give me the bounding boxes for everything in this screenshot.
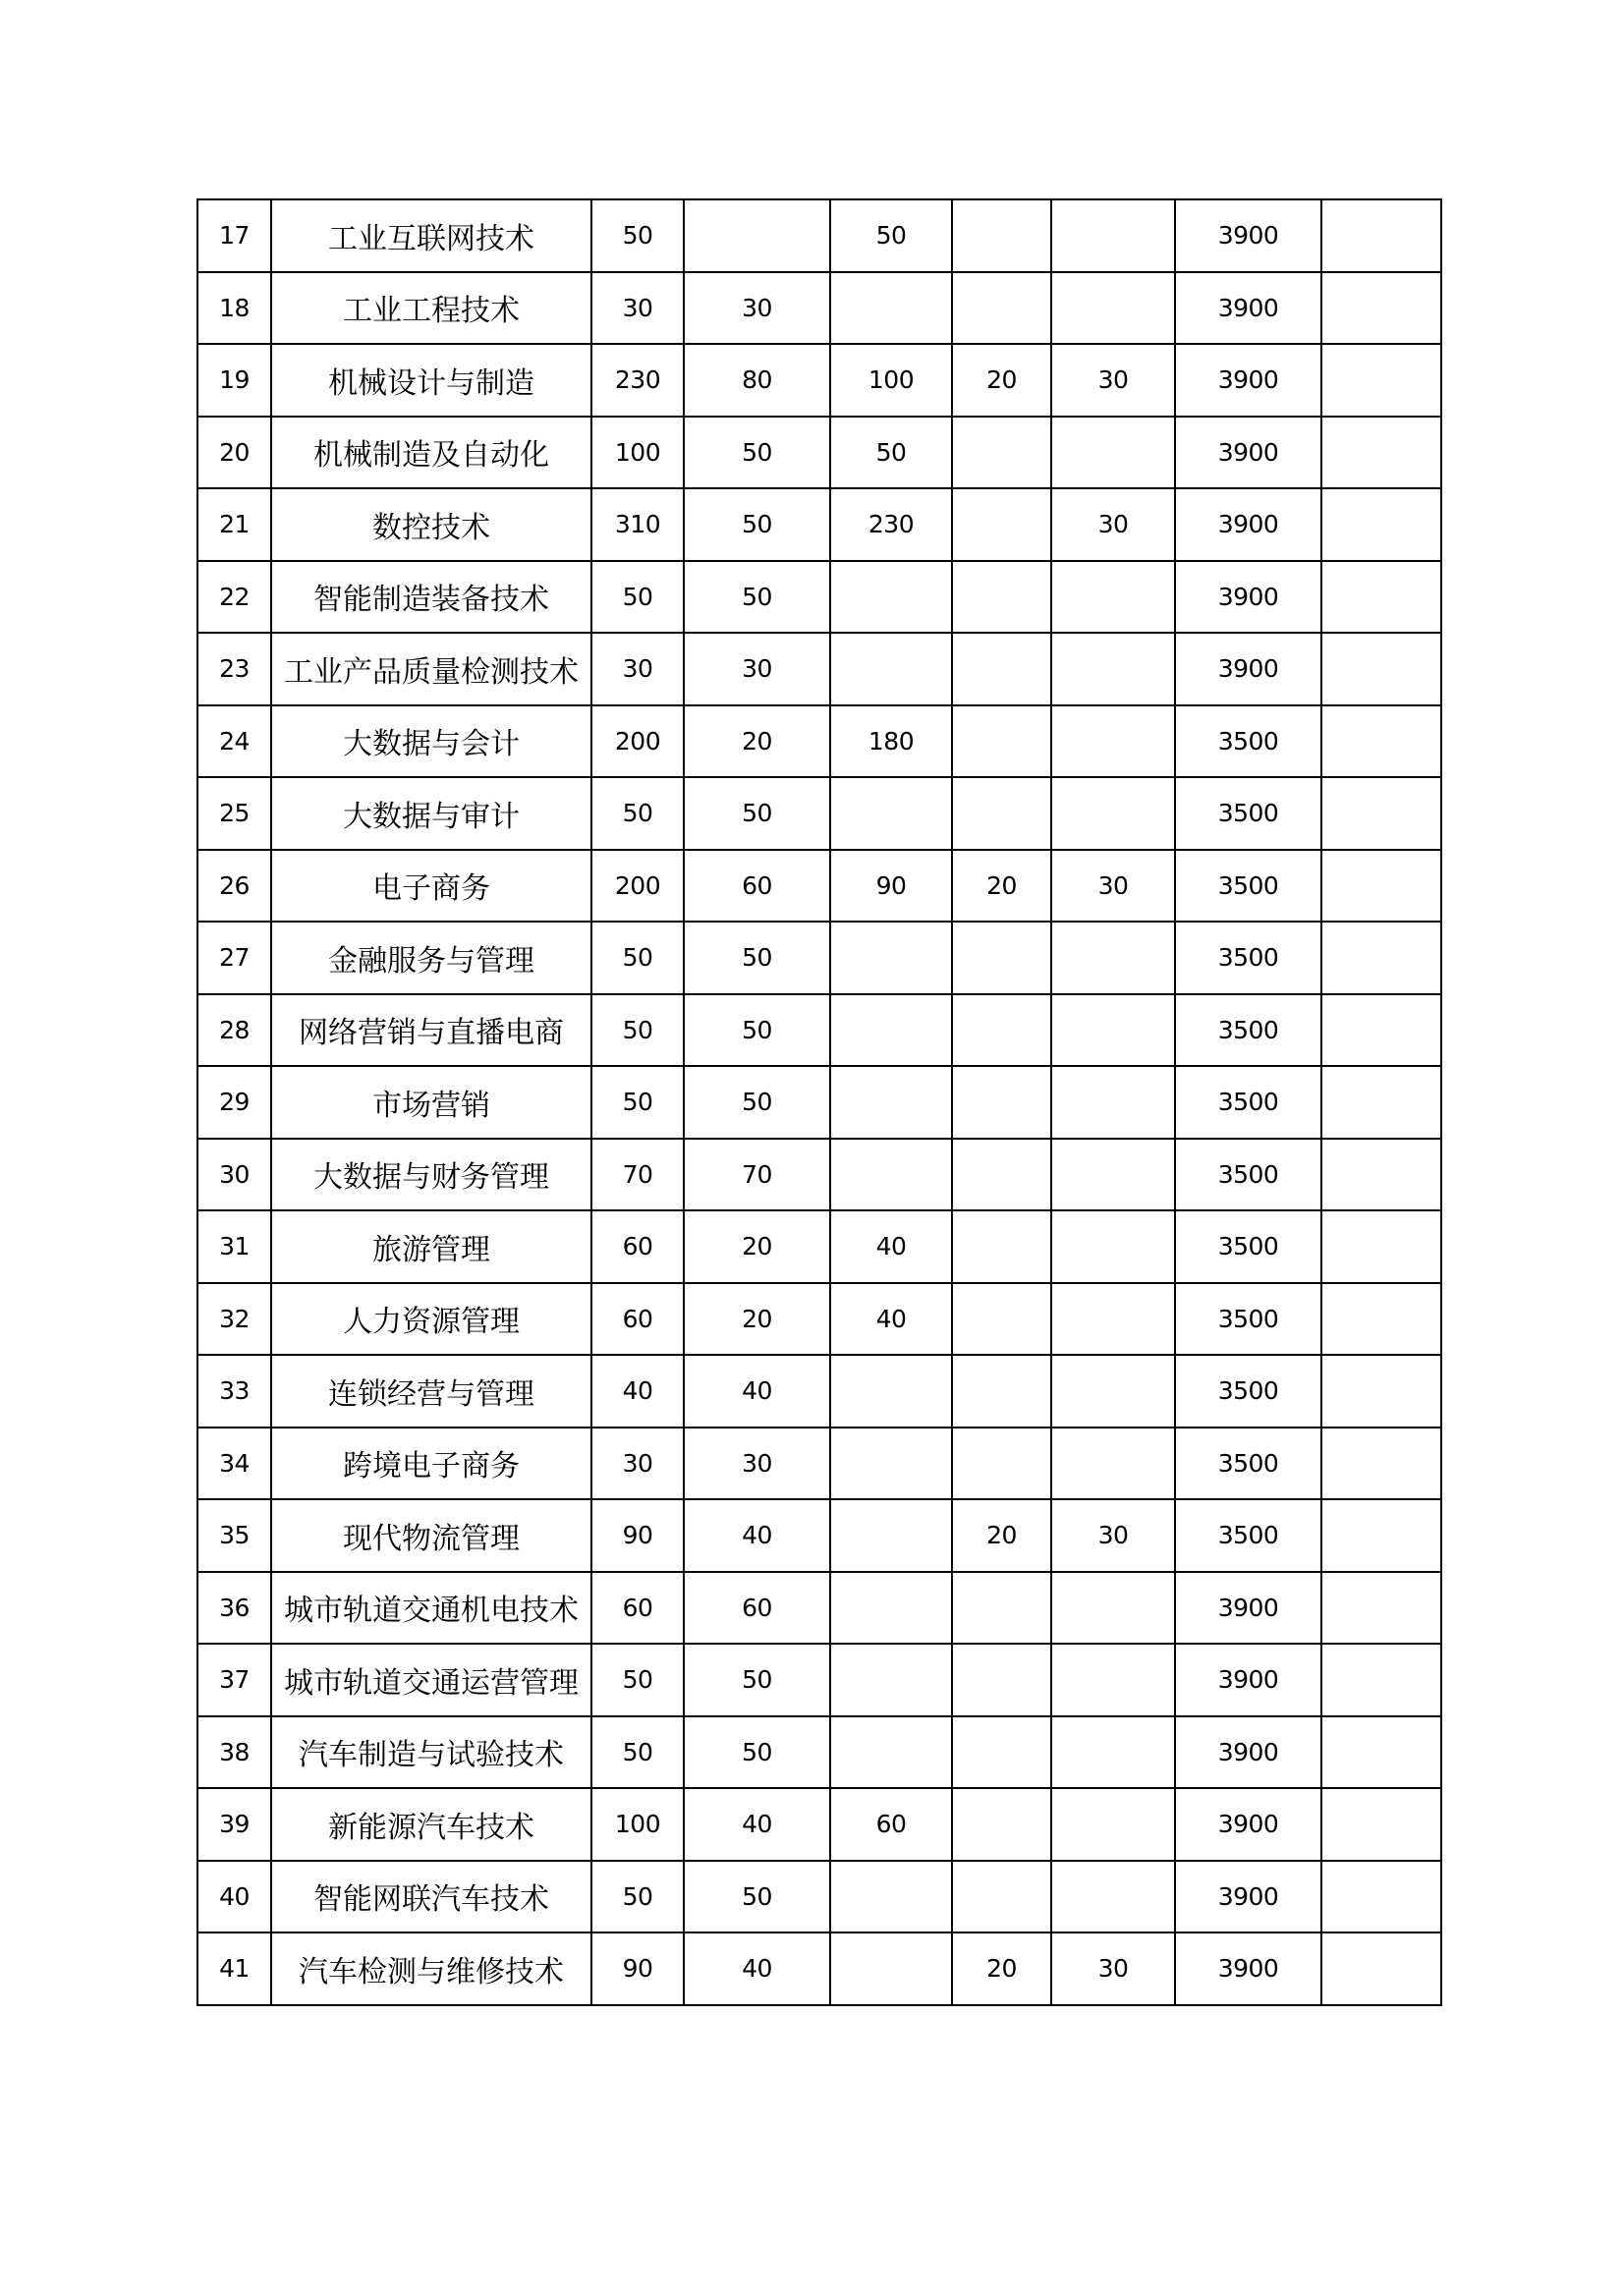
cell-seq-no: 27: [197, 922, 271, 994]
cell-seq-no: 41: [197, 1932, 271, 2005]
cell-tuition: 3500: [1175, 1210, 1321, 1283]
cell-remarks: [1321, 850, 1441, 923]
cell-col-5: [830, 1861, 952, 1933]
table-row: [197, 1139, 1441, 1211]
cell-tuition: 3900: [1175, 344, 1321, 417]
enrollment-table: [196, 198, 1442, 2006]
cell-seq-no: 26: [197, 850, 271, 923]
cell-total-plan: 50: [591, 1066, 684, 1139]
cell-seq-no: 17: [197, 199, 271, 272]
cell-major-name: 智能制造装备技术: [271, 561, 591, 634]
table-row: [197, 417, 1441, 489]
cell-total-plan: 40: [591, 1355, 684, 1428]
cell-tuition: 3500: [1175, 922, 1321, 994]
table-row: [197, 633, 1441, 705]
cell-remarks: [1321, 199, 1441, 272]
cell-major-name: 网络营销与直播电商: [271, 994, 591, 1067]
cell-seq-no: 23: [197, 633, 271, 705]
table-row: [197, 1428, 1441, 1500]
cell-col-6: 20: [952, 1932, 1051, 2005]
cell-total-plan: 90: [591, 1499, 684, 1572]
cell-col-7: 30: [1051, 488, 1175, 561]
cell-major-name: 大数据与财务管理: [271, 1139, 591, 1211]
cell-tuition: 3500: [1175, 1139, 1321, 1211]
cell-col-6: 20: [952, 850, 1051, 923]
cell-seq-no: 19: [197, 344, 271, 417]
cell-tuition: 3500: [1175, 850, 1321, 923]
cell-seq-no: 32: [197, 1283, 271, 1356]
cell-col-5: [830, 1932, 952, 2005]
cell-tuition: 3900: [1175, 199, 1321, 272]
cell-tuition: 3900: [1175, 1788, 1321, 1861]
cell-seq-no: 22: [197, 561, 271, 634]
table-row: [197, 850, 1441, 923]
cell-col-5: [830, 633, 952, 705]
cell-remarks: [1321, 705, 1441, 778]
cell-col-6: 20: [952, 1499, 1051, 1572]
cell-total-plan: 50: [591, 994, 684, 1067]
cell-col-7: [1051, 1572, 1175, 1645]
cell-col-6: [952, 1716, 1051, 1789]
cell-col-6: [952, 1210, 1051, 1283]
table-row: [197, 1499, 1441, 1572]
cell-col-6: 20: [952, 344, 1051, 417]
cell-major-name: 数控技术: [271, 488, 591, 561]
cell-col-7: [1051, 1355, 1175, 1428]
cell-major-name: 电子商务: [271, 850, 591, 923]
table-row: [197, 1932, 1441, 2005]
cell-col-6: [952, 1428, 1051, 1500]
cell-seq-no: 35: [197, 1499, 271, 1572]
cell-total-plan: 50: [591, 561, 684, 634]
cell-seq-no: 33: [197, 1355, 271, 1428]
cell-col-5: 230: [830, 488, 952, 561]
cell-col-5: [830, 272, 952, 345]
cell-major-name: 机械设计与制造: [271, 344, 591, 417]
table-row: [197, 1572, 1441, 1645]
cell-col-4: 50: [684, 1861, 830, 1933]
cell-col-5: [830, 561, 952, 634]
cell-col-5: 40: [830, 1283, 952, 1356]
cell-seq-no: 28: [197, 994, 271, 1067]
table-row: [197, 777, 1441, 850]
cell-col-5: [830, 1066, 952, 1139]
cell-seq-no: 39: [197, 1788, 271, 1861]
cell-col-5: [830, 1499, 952, 1572]
cell-remarks: [1321, 1644, 1441, 1716]
cell-col-7: [1051, 633, 1175, 705]
cell-total-plan: 50: [591, 1861, 684, 1933]
cell-remarks: [1321, 344, 1441, 417]
cell-col-4: 40: [684, 1788, 830, 1861]
cell-col-6: [952, 777, 1051, 850]
cell-remarks: [1321, 1932, 1441, 2005]
cell-col-6: [952, 1355, 1051, 1428]
table-row: [197, 488, 1441, 561]
cell-major-name: 机械制造及自动化: [271, 417, 591, 489]
cell-major-name: 现代物流管理: [271, 1499, 591, 1572]
cell-col-4: 50: [684, 777, 830, 850]
cell-tuition: 3900: [1175, 417, 1321, 489]
cell-col-6: [952, 1283, 1051, 1356]
cell-remarks: [1321, 1355, 1441, 1428]
cell-col-7: 30: [1051, 1499, 1175, 1572]
cell-col-5: [830, 1355, 952, 1428]
cell-col-7: [1051, 777, 1175, 850]
cell-major-name: 智能网联汽车技术: [271, 1861, 591, 1933]
cell-remarks: [1321, 922, 1441, 994]
cell-major-name: 跨境电子商务: [271, 1428, 591, 1500]
cell-total-plan: 50: [591, 922, 684, 994]
cell-major-name: 工业互联网技术: [271, 199, 591, 272]
cell-remarks: [1321, 272, 1441, 345]
cell-total-plan: 50: [591, 777, 684, 850]
cell-tuition: 3500: [1175, 705, 1321, 778]
cell-col-6: [952, 199, 1051, 272]
cell-total-plan: 30: [591, 633, 684, 705]
cell-total-plan: 60: [591, 1572, 684, 1645]
cell-remarks: [1321, 488, 1441, 561]
table-row: [197, 705, 1441, 778]
cell-tuition: 3500: [1175, 777, 1321, 850]
cell-col-5: 100: [830, 344, 952, 417]
cell-major-name: 连锁经营与管理: [271, 1355, 591, 1428]
cell-seq-no: 29: [197, 1066, 271, 1139]
cell-col-5: [830, 1428, 952, 1500]
cell-remarks: [1321, 1283, 1441, 1356]
cell-remarks: [1321, 1210, 1441, 1283]
cell-total-plan: 70: [591, 1139, 684, 1211]
cell-col-4: [684, 199, 830, 272]
cell-total-plan: 30: [591, 272, 684, 345]
cell-col-4: 50: [684, 1066, 830, 1139]
cell-col-7: [1051, 561, 1175, 634]
cell-col-4: 30: [684, 272, 830, 345]
cell-total-plan: 200: [591, 850, 684, 923]
cell-total-plan: 50: [591, 199, 684, 272]
cell-tuition: 3500: [1175, 1499, 1321, 1572]
cell-col-6: [952, 488, 1051, 561]
cell-col-4: 30: [684, 633, 830, 705]
cell-col-5: 50: [830, 199, 952, 272]
cell-seq-no: 38: [197, 1716, 271, 1789]
table-row: [197, 1788, 1441, 1861]
cell-col-5: 180: [830, 705, 952, 778]
cell-seq-no: 25: [197, 777, 271, 850]
cell-major-name: 汽车检测与维修技术: [271, 1932, 591, 2005]
cell-remarks: [1321, 777, 1441, 850]
cell-remarks: [1321, 417, 1441, 489]
cell-tuition: 3900: [1175, 1644, 1321, 1716]
cell-col-4: 20: [684, 1210, 830, 1283]
cell-col-4: 50: [684, 922, 830, 994]
cell-total-plan: 50: [591, 1716, 684, 1789]
cell-remarks: [1321, 994, 1441, 1067]
cell-major-name: 汽车制造与试验技术: [271, 1716, 591, 1789]
cell-col-4: 60: [684, 1572, 830, 1645]
cell-col-6: [952, 1139, 1051, 1211]
cell-remarks: [1321, 1572, 1441, 1645]
cell-total-plan: 100: [591, 417, 684, 489]
cell-col-6: [952, 922, 1051, 994]
cell-major-name: 工业工程技术: [271, 272, 591, 345]
cell-col-7: 30: [1051, 1932, 1175, 2005]
cell-seq-no: 24: [197, 705, 271, 778]
table-row: [197, 272, 1441, 345]
cell-col-5: 50: [830, 417, 952, 489]
table-row: [197, 994, 1441, 1067]
cell-remarks: [1321, 561, 1441, 634]
cell-major-name: 城市轨道交通运营管理: [271, 1644, 591, 1716]
cell-seq-no: 20: [197, 417, 271, 489]
cell-seq-no: 34: [197, 1428, 271, 1500]
cell-tuition: 3900: [1175, 1716, 1321, 1789]
table-body: [197, 199, 1441, 2005]
cell-seq-no: 31: [197, 1210, 271, 1283]
cell-col-4: 80: [684, 344, 830, 417]
cell-col-4: 20: [684, 1283, 830, 1356]
cell-total-plan: 60: [591, 1210, 684, 1283]
cell-remarks: [1321, 1499, 1441, 1572]
cell-col-4: 50: [684, 1716, 830, 1789]
cell-total-plan: 100: [591, 1788, 684, 1861]
cell-tuition: 3900: [1175, 1932, 1321, 2005]
table-row: [197, 1066, 1441, 1139]
cell-col-5: 90: [830, 850, 952, 923]
cell-col-4: 70: [684, 1139, 830, 1211]
table-row: [197, 922, 1441, 994]
cell-remarks: [1321, 1066, 1441, 1139]
cell-seq-no: 36: [197, 1572, 271, 1645]
cell-remarks: [1321, 1861, 1441, 1933]
cell-major-name: 工业产品质量检测技术: [271, 633, 591, 705]
cell-col-7: [1051, 994, 1175, 1067]
cell-col-5: [830, 994, 952, 1067]
cell-major-name: 城市轨道交通机电技术: [271, 1572, 591, 1645]
table-row: [197, 1644, 1441, 1716]
cell-col-6: [952, 561, 1051, 634]
cell-col-6: [952, 1644, 1051, 1716]
cell-col-4: 30: [684, 1428, 830, 1500]
cell-col-7: [1051, 1644, 1175, 1716]
cell-major-name: 新能源汽车技术: [271, 1788, 591, 1861]
cell-remarks: [1321, 1139, 1441, 1211]
cell-seq-no: 30: [197, 1139, 271, 1211]
cell-col-6: [952, 705, 1051, 778]
cell-tuition: 3500: [1175, 1355, 1321, 1428]
cell-total-plan: 50: [591, 1644, 684, 1716]
cell-remarks: [1321, 633, 1441, 705]
cell-major-name: 大数据与会计: [271, 705, 591, 778]
cell-col-6: [952, 1788, 1051, 1861]
cell-major-name: 金融服务与管理: [271, 922, 591, 994]
cell-col-6: [952, 1572, 1051, 1645]
cell-col-7: 30: [1051, 850, 1175, 923]
cell-tuition: 3900: [1175, 561, 1321, 634]
table-row: [197, 1355, 1441, 1428]
cell-seq-no: 37: [197, 1644, 271, 1716]
cell-col-7: [1051, 1210, 1175, 1283]
cell-major-name: 市场营销: [271, 1066, 591, 1139]
cell-col-4: 50: [684, 417, 830, 489]
cell-remarks: [1321, 1428, 1441, 1500]
cell-col-4: 40: [684, 1932, 830, 2005]
cell-col-4: 20: [684, 705, 830, 778]
cell-remarks: [1321, 1716, 1441, 1789]
cell-col-5: [830, 777, 952, 850]
cell-col-5: [830, 1644, 952, 1716]
cell-tuition: 3900: [1175, 272, 1321, 345]
cell-col-7: [1051, 1283, 1175, 1356]
cell-col-7: [1051, 199, 1175, 272]
table-row: [197, 1716, 1441, 1789]
cell-col-6: [952, 633, 1051, 705]
cell-col-4: 50: [684, 488, 830, 561]
cell-tuition: 3500: [1175, 1066, 1321, 1139]
cell-seq-no: 18: [197, 272, 271, 345]
cell-total-plan: 310: [591, 488, 684, 561]
cell-col-5: [830, 1716, 952, 1789]
table-row: [197, 1283, 1441, 1356]
cell-total-plan: 60: [591, 1283, 684, 1356]
cell-total-plan: 30: [591, 1428, 684, 1500]
table-row: [197, 199, 1441, 272]
table-row: [197, 344, 1441, 417]
cell-col-5: [830, 922, 952, 994]
cell-tuition: 3500: [1175, 1283, 1321, 1356]
cell-tuition: 3500: [1175, 994, 1321, 1067]
cell-total-plan: 230: [591, 344, 684, 417]
table-row: [197, 1861, 1441, 1933]
cell-total-plan: 90: [591, 1932, 684, 2005]
cell-col-7: [1051, 417, 1175, 489]
cell-col-7: [1051, 1716, 1175, 1789]
cell-tuition: 3900: [1175, 633, 1321, 705]
cell-col-5: [830, 1139, 952, 1211]
cell-col-7: [1051, 1428, 1175, 1500]
cell-col-6: [952, 272, 1051, 345]
cell-col-5: 60: [830, 1788, 952, 1861]
cell-col-5: 40: [830, 1210, 952, 1283]
cell-col-6: [952, 417, 1051, 489]
cell-tuition: 3500: [1175, 1428, 1321, 1500]
cell-major-name: 旅游管理: [271, 1210, 591, 1283]
cell-col-7: 30: [1051, 344, 1175, 417]
cell-col-4: 50: [684, 994, 830, 1067]
table-row: [197, 1210, 1441, 1283]
cell-col-6: [952, 994, 1051, 1067]
cell-seq-no: 40: [197, 1861, 271, 1933]
cell-col-7: [1051, 1066, 1175, 1139]
cell-col-7: [1051, 705, 1175, 778]
cell-col-4: 40: [684, 1499, 830, 1572]
cell-col-7: [1051, 1788, 1175, 1861]
cell-tuition: 3900: [1175, 1572, 1321, 1645]
cell-col-5: [830, 1572, 952, 1645]
cell-total-plan: 200: [591, 705, 684, 778]
cell-col-4: 40: [684, 1355, 830, 1428]
cell-seq-no: 21: [197, 488, 271, 561]
cell-tuition: 3900: [1175, 1861, 1321, 1933]
table-row: [197, 561, 1441, 634]
cell-col-7: [1051, 272, 1175, 345]
cell-col-6: [952, 1066, 1051, 1139]
cell-major-name: 大数据与审计: [271, 777, 591, 850]
cell-col-4: 50: [684, 561, 830, 634]
cell-major-name: 人力资源管理: [271, 1283, 591, 1356]
cell-tuition: 3900: [1175, 488, 1321, 561]
cell-col-4: 60: [684, 850, 830, 923]
cell-col-7: [1051, 1861, 1175, 1933]
cell-col-7: [1051, 922, 1175, 994]
cell-remarks: [1321, 1788, 1441, 1861]
cell-col-6: [952, 1861, 1051, 1933]
cell-col-7: [1051, 1139, 1175, 1211]
cell-col-4: 50: [684, 1644, 830, 1716]
